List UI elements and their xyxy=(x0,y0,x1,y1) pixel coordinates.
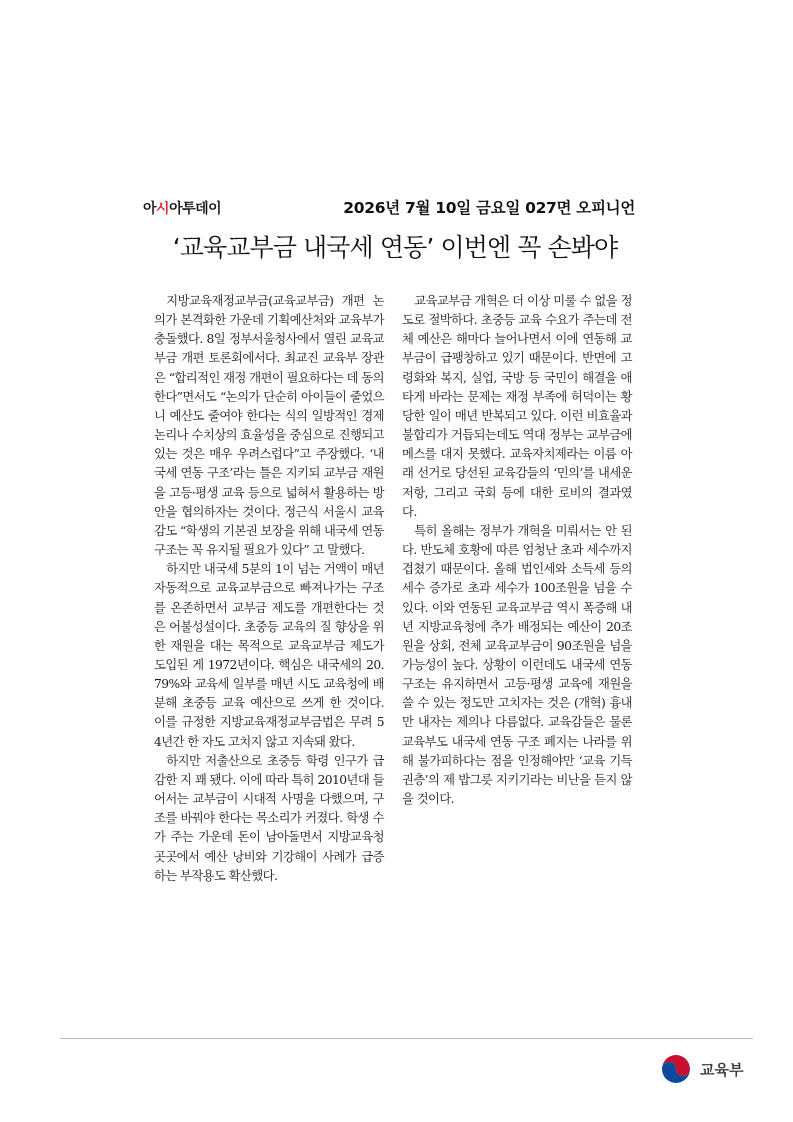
footer-divider xyxy=(60,1038,753,1039)
article-paragraph: 지방교육재정교부금(교육교부금) 개편 논의가 본격화한 가운데 기획예산처와 교육부가 충돌했다. 8일 정부서울청사에서 열린 교육교부금 개편 토론회에서다. 최교진 교육부 장관은 “합리적인 재정 개편이 필요하다는 데 동의한다”면서도 “논의가 단순히 아이들이 줄었으니 예산도 줄여야 한다는 식의 일방적인 경제 논리나 수치상의 효율성을 중심으로 진행되고 있는 것은 매우 우려스럽다”고 주장했다. ‘내국세 연동 구조’라는 틀은 지키되 교부금 재원을 고등·평생 교육 등으로 넓혀서 활용하는 방안을 협의하자는 것이다. 정근식 서울시 교육감도 “학생의 기본권 보장을 위해 내국세 연동 구조는 꼭 유지될 필요가 있다” 고 말했다. xyxy=(154,294,384,558)
taegeuk-icon xyxy=(659,1052,693,1086)
article-paragraph: 특히 올해는 정부가 개혁을 미뤄서는 안 된다. 반도체 호황에 따른 엄청난 초과 세수까지 겹쳤기 때문이다. 올해 법인세와 소득세 등의 세수 증가로 초과 세수가 100조원을 넘을 수 있다. 이와 연동된 교육교부금 역시 폭증해 내년 지방교육청에 추가 배정되는 예산이 20조원을 상회, 전체 교육교부금이 90조원을 넘을 가능성이 높다. 상황이 이런데도 내국세 연동 구조는 유지하면서 고등·평생 교육에 재원을 쓸 수 있는 정도만 고치자는 것은 (개혁) 흉내만 내자는 제의나 다름없다. 교육감들은 물론 교육부도 내국세 연동 구조 폐지는 나라를 위해 불가피하다는 점을 인정해야만 ‘교육 기득권층’의 제 밥그릇 지키기라는 비난을 듣지 않을 것이다. xyxy=(402,523,632,807)
newspaper-brand: 아시아투데이 xyxy=(143,201,222,217)
article-headline: ‘교육교부금 내국세 연동’ 이번엔 꼭 손봐야 xyxy=(172,233,618,262)
newspaper-header xyxy=(143,196,635,222)
article-column-left xyxy=(154,292,384,886)
article-paragraph: 교육교부금 개혁은 더 이상 미룰 수 없을 정도로 절박하다. 초중등 교육 수요가 주는데 전체 예산은 해마다 늘어나면서 이에 연동해 교부금이 급팽창하고 있기 때문이다. 반면에 고령화와 복지, 실업, 국방 등 국민이 해결을 애타게 바라는 문제는 재정 부족에 허덕이는 황당한 일이 매년 반복되고 있다. 이런 비효율과 불합리가 거듭되는데도 역대 정부는 교부금에 메스를 대지 못했다. 교육자치제라는 이름 아래 선거로 당선된 교육감들의 ‘민의’를 내세운 저항, 그리고 국회 등에 대한 로비의 결과였다. xyxy=(402,294,632,519)
dateline: 2026년 7월 10일 금요일 027면 오피니언 xyxy=(343,199,635,217)
article-paragraph: 하지만 저출산으로 초중등 학령 인구가 급감한 지 꽤 됐다. 이에 따라 특히 2010년대 들어서는 교부금이 시대적 사명을 다했으며, 구조를 바꿔야 한다는 목소리가 커졌다. 학생 수가 주는 가운데 돈이 남아돌면서 지방교육청 곳곳에서 예산 낭비와 기강해이 사례가 급증하는 부작용도 확산했다. xyxy=(154,753,384,883)
article-column-right xyxy=(402,292,632,809)
ministry-name: 교육부 xyxy=(700,1061,744,1079)
ministry-logo xyxy=(659,1052,759,1086)
article-paragraph: 하지만 내국세 5분의 1이 넘는 거액이 매년 자동적으로 교육교부금으로 빠져나가는 구조를 온존하면서 교부금 제도를 개편한다는 것은 어불성설이다. 초중등 교육의 질 향상을 위한 재원을 대는 목적으로 교육교부금 제도가 도입된 게 1972년이다. 핵심은 내국세의 20.79%와 교육세 일부를 매년 시도 교육청에 배분해 초중등 교육 예산으로 쓰게 한 것이다. 이를 규정한 지방교육재정교부금법은 무려 54년간 한 자도 고치지 않고 지속돼 왔다. xyxy=(154,562,384,749)
